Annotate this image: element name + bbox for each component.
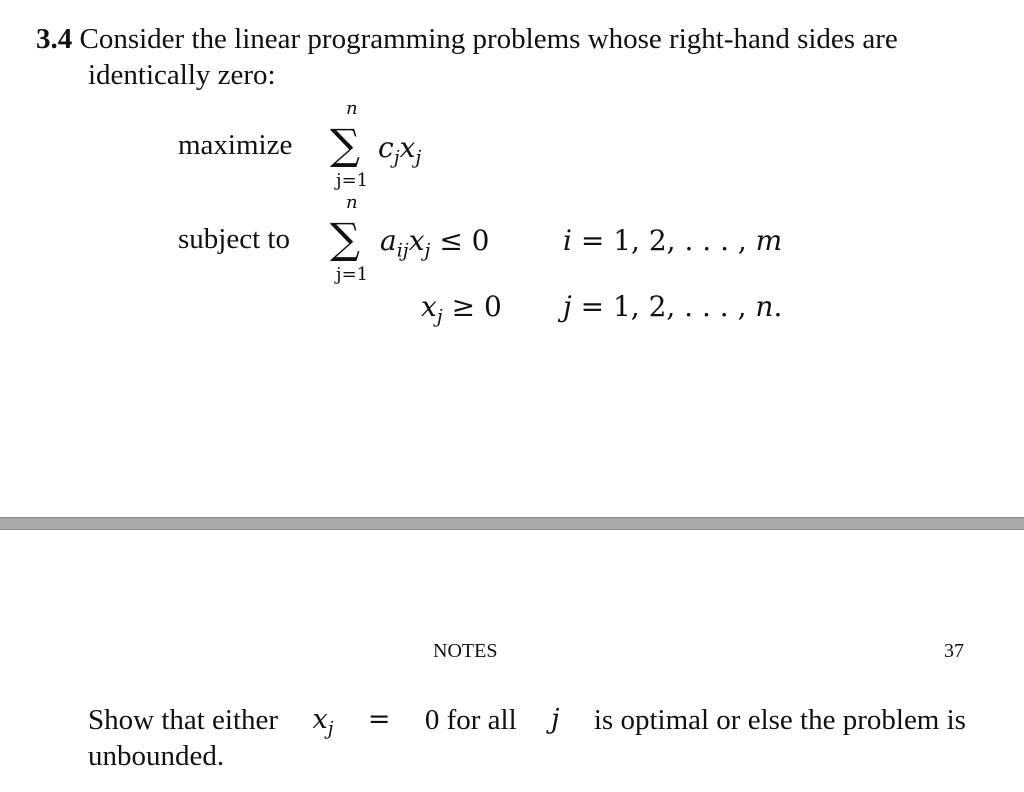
constraint1-lhs: $a_{ij}x_j \le 0$ (380, 224, 490, 262)
running-head: NOTES (433, 640, 498, 662)
continuation-mid2: is optimal or else the problem is (593, 704, 966, 736)
objective-sum-upper: n (346, 98, 358, 119)
constraint-sum-lower: j=1 (336, 264, 369, 285)
page-divider (0, 518, 1024, 529)
continuation-var: $x_j$ (312, 704, 334, 740)
problem-intro-line2: identically zero: (88, 59, 276, 91)
continuation-var2: j (551, 704, 560, 735)
continuation-prefix: Show that either (88, 704, 279, 736)
objective-label: maximize (178, 129, 293, 161)
problem-heading (36, 22, 898, 56)
continuation-equals: = (367, 704, 391, 735)
constraint-label: subject to (178, 223, 290, 255)
page-number: 37 (944, 640, 964, 662)
problem-intro-line1: Consider the linear programming problems whose right-hand sides are (79, 23, 898, 55)
constraint2-relation: ≥ 0 (451, 290, 502, 323)
constraint2-range: j = 1, 2, . . . , n. (563, 290, 783, 323)
objective-sum-symbol: ∑ (330, 120, 360, 169)
constraint-sum-upper: n (346, 192, 358, 213)
continuation-line2: unbounded. (88, 740, 225, 772)
constraint2-lhs: $x_j \ge 0$ (421, 290, 502, 328)
page-divider-edge-bottom (0, 529, 1024, 530)
constraint-sum-symbol: ∑ (330, 214, 360, 263)
objective-expression: $c_jx_j$ (378, 131, 422, 169)
constraint1-relation: ≤ 0 (439, 224, 490, 257)
constraint1-range: i = 1, 2, . . . , m (563, 224, 783, 257)
objective-sum-lower: j=1 (336, 170, 369, 191)
problem-number: 3.4 (36, 23, 73, 55)
continuation-mid1: 0 for all (424, 704, 517, 736)
